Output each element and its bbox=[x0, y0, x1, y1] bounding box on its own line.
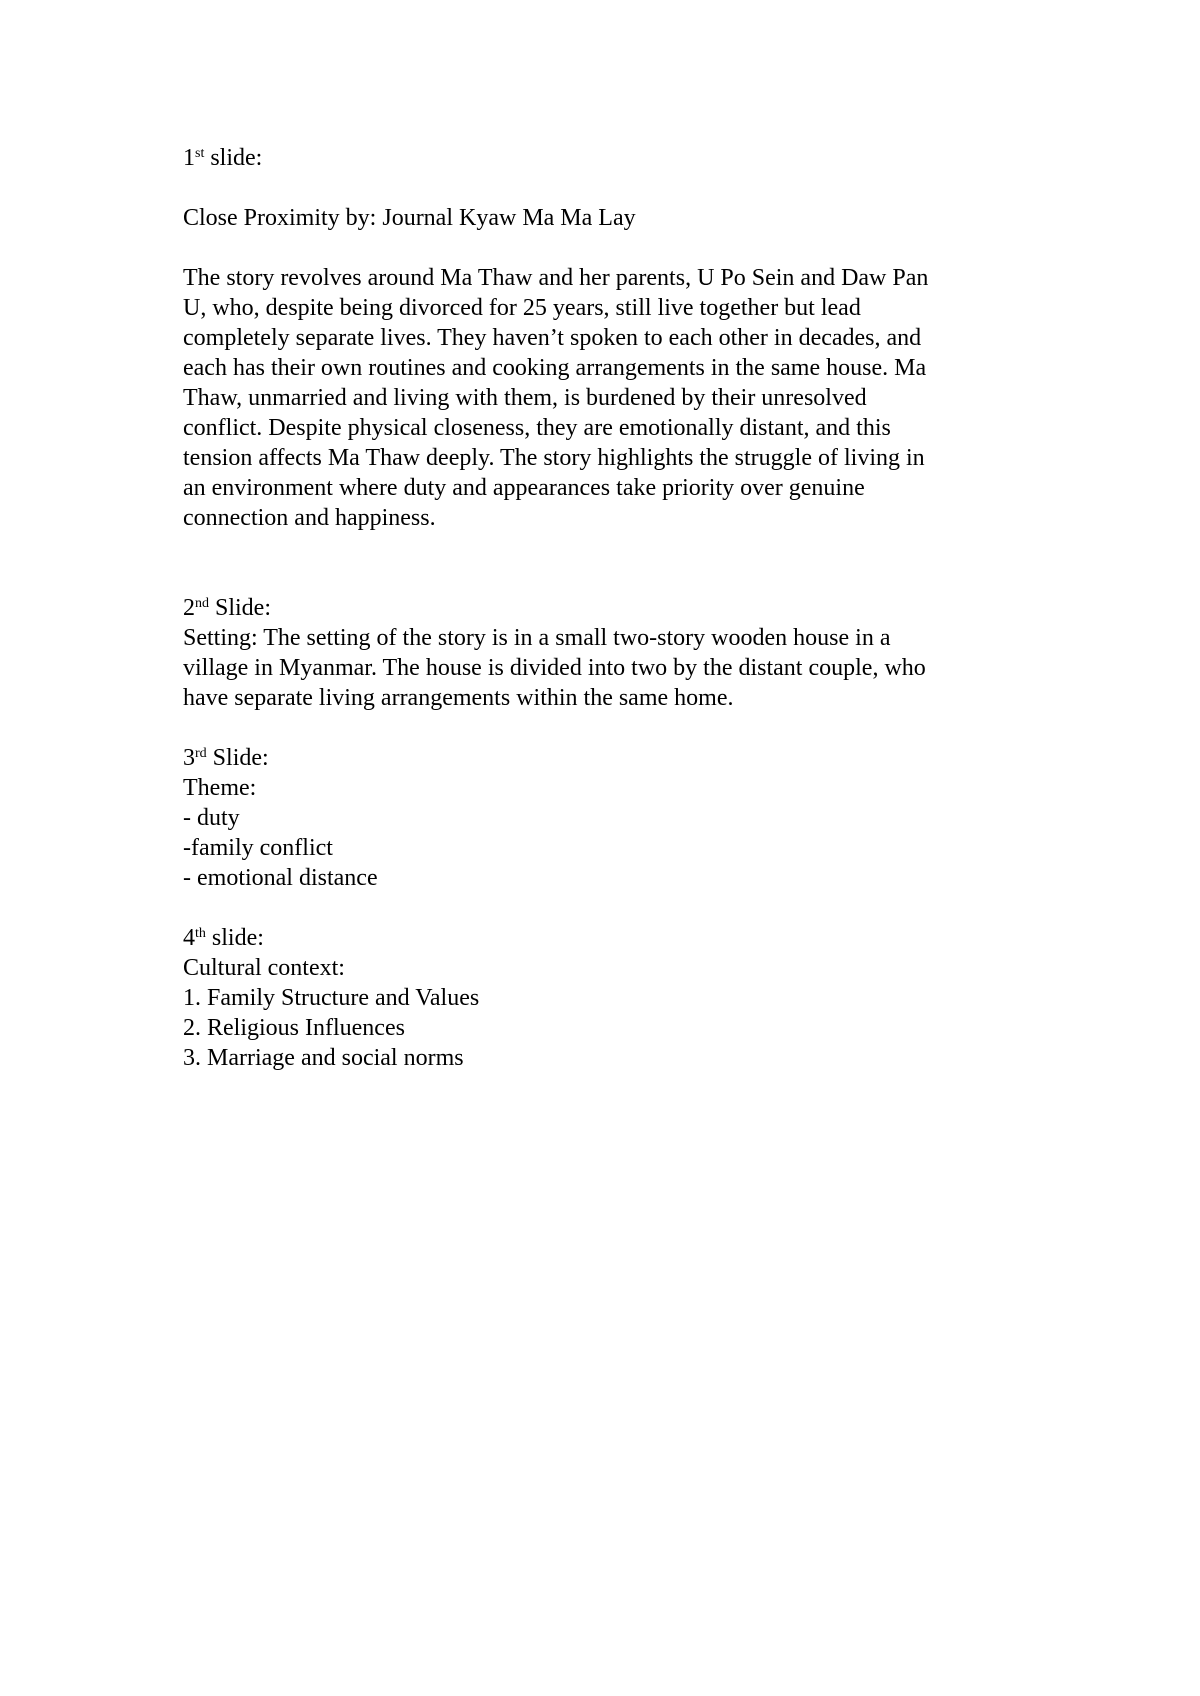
theme-label: Theme: bbox=[183, 775, 257, 801]
theme-item: - duty bbox=[183, 805, 240, 831]
slide-3-number: 3 bbox=[183, 745, 195, 771]
setting-paragraph bbox=[183, 623, 1043, 713]
slide-4-number: 4 bbox=[183, 925, 195, 951]
slide-4-label: slide: bbox=[205, 925, 264, 951]
summary-line: tension affects Ma Thaw deeply. The story highlights the struggle of living in bbox=[183, 445, 925, 471]
summary-line: an environment where duty and appearances take priority over genuine bbox=[183, 475, 865, 501]
theme-item: - emotional distance bbox=[183, 865, 378, 891]
summary-line: conflict. Despite physical closeness, they are emotionally distant, and this bbox=[183, 415, 891, 441]
theme-list bbox=[183, 803, 1043, 893]
slide-1-heading bbox=[183, 143, 1043, 173]
story-title-line: Close Proximity by: Journal Kyaw Ma Ma Lay bbox=[183, 205, 636, 231]
document-body bbox=[183, 143, 1043, 1073]
slide-3-heading bbox=[183, 743, 1043, 773]
summary-line: U, who, despite being divorced for 25 years, still live together but lead bbox=[183, 295, 861, 321]
slide-2-number: 2 bbox=[183, 595, 195, 621]
setting-line: have separate living arrangements within the same home. bbox=[183, 685, 734, 711]
slide-1-label: slide: bbox=[204, 145, 263, 171]
summary-line: each has their own routines and cooking arrangements in the same house. Ma bbox=[183, 355, 927, 381]
slide-2-heading bbox=[183, 593, 1043, 623]
context-item: 3. Marriage and social norms bbox=[183, 1045, 464, 1071]
slide-3-ordinal: rd bbox=[195, 746, 207, 761]
story-summary bbox=[183, 263, 1043, 533]
cultural-context-label: Cultural context: bbox=[183, 955, 345, 981]
slide-4-ordinal: th bbox=[195, 926, 206, 941]
slide-4-heading bbox=[183, 923, 1043, 953]
cultural-context-list bbox=[183, 983, 1043, 1073]
context-item: 2. Religious Influences bbox=[183, 1015, 405, 1041]
summary-line: The story revolves around Ma Thaw and her parents, U Po Sein and Daw Pan bbox=[183, 265, 929, 291]
setting-line: Setting: The setting of the story is in a small two-story wooden house in a bbox=[183, 625, 891, 651]
slide-2-ordinal: nd bbox=[195, 596, 209, 611]
setting-line: village in Myanmar. The house is divided into two by the distant couple, who bbox=[183, 655, 926, 681]
summary-line: Thaw, unmarried and living with them, is burdened by their unresolved bbox=[183, 385, 867, 411]
slide-3-label: Slide: bbox=[206, 745, 269, 771]
theme-item: -family conflict bbox=[183, 835, 333, 861]
slide-1-number: 1 bbox=[183, 145, 195, 171]
context-item: 1. Family Structure and Values bbox=[183, 985, 480, 1011]
slide-2-label: Slide: bbox=[209, 595, 272, 621]
slide-1-ordinal: st bbox=[195, 146, 205, 161]
summary-line: completely separate lives. They haven’t spoken to each other in decades, and bbox=[183, 325, 922, 351]
summary-line: connection and happiness. bbox=[183, 505, 436, 531]
